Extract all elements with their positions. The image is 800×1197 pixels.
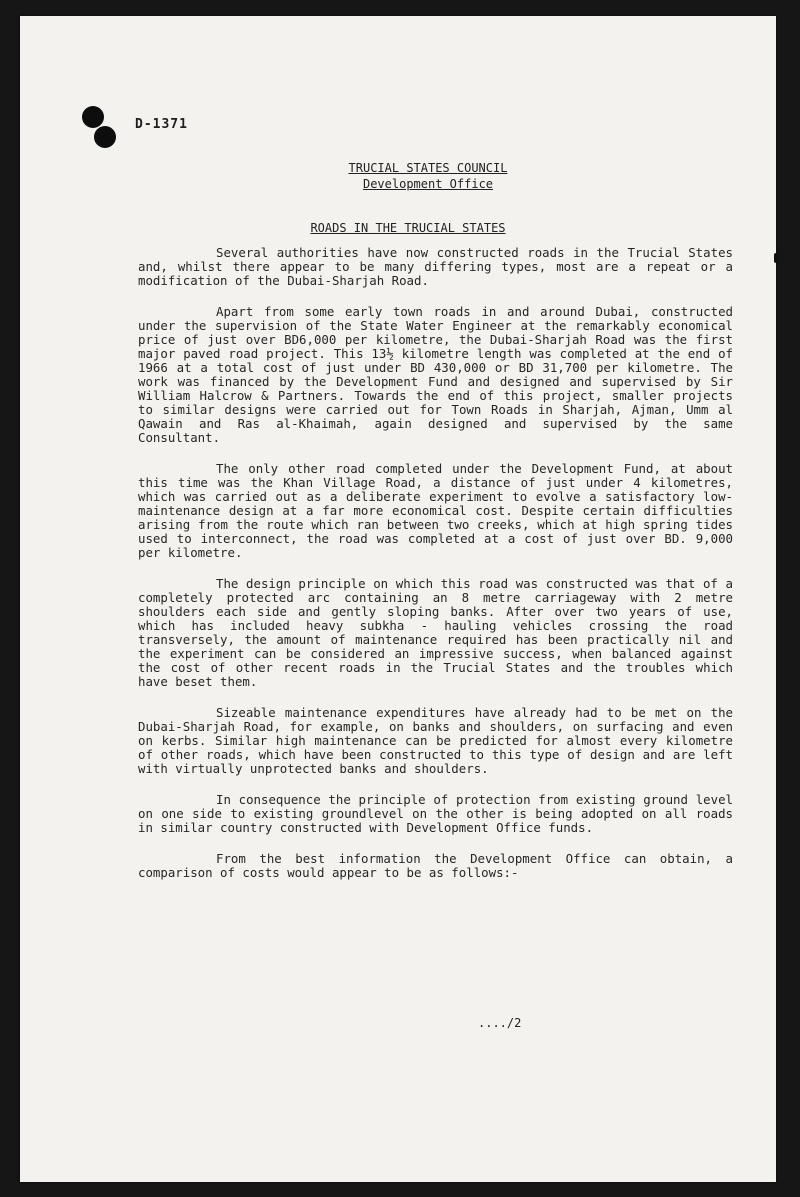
punch-hole <box>94 126 116 148</box>
page-continuation: ..../2 <box>478 1016 522 1030</box>
punch-hole <box>82 106 104 128</box>
document-reference: D-1371 <box>135 117 188 132</box>
document-body <box>138 246 733 897</box>
paragraph: From the best information the Development Office can obtain, a comparison of costs would appear to be as follows:- <box>138 851 733 880</box>
paragraph: In consequence the principle of protection from existing ground level on one side to existing groundlevel on the other is being adopted on all roads in similar country constructed with Development Office funds. <box>138 792 733 835</box>
paragraph: The only other road completed under the Development Fund, at about this time was the Khan Village Road, a distance of just under 4 kilometres, which was carried out as a deliberate experiment to evolve a satisfactory low-maintenance design at a far more economical cost. Despite certain difficulties arising from the route which ran between two creeks, which at high spring tides used to interconnect, the road was completed at a cost of just over BD. 9,000 per kilometre. <box>138 461 733 560</box>
office-name: Development Office <box>362 177 494 191</box>
paragraph: Sizeable maintenance expenditures have already had to be met on the Dubai-Sharjah Road, for example, on banks and shoulders, on surfacing and even on kerbs. Similar high maintenance can be predicted for almost every kilometre of other roads, which have been constructed to this type of design and are left with virtually unprotected banks and shoulders. <box>138 705 733 776</box>
office-heading <box>50 177 800 191</box>
paragraph: Apart from some early town roads in and around Dubai, constructed under the supervision of the State Water Engineer at the remarkably economical price of just over BD6,000 per kilometre, the Dubai-Sharjah Road was the first major paved road project. This 13½ kilometre length was completed at the end of 1966 at a total cost of just under BD 430,000 or BD 31,700 per kilometre. The work was financed by the Development Fund and designed and supervised by Sir William Halcrow & Partners. Towards the end of this project, smaller projects to similar designs were carried out for Town Roads in Sharjah, Ajman, Umm al Qawain and Ras al-Khaimah, again designed and supervised by the same Consultant. <box>138 304 733 445</box>
paragraph: The design principle on which this road was constructed was that of a completely protected arc containing an 8 metre carriageway with 2 metre shoulders each side and gently sloping banks. After over two years of use, which has included heavy subkha - hauling vehicles crossing the road transversely, the amount of maintenance required has been practically nil and the experiment can be considered an impressive success, when balanced against the cost of other recent roads in the Trucial States and the troubles which have beset them. <box>138 576 733 689</box>
title-text: ROADS IN THE TRUCIAL STATES <box>310 221 506 235</box>
paragraph: Several authorities have now constructed roads in the Trucial States and, whilst there appear to be many differing types, most are a repeat or a modification of the Dubai-Sharjah Road. <box>138 245 733 288</box>
council-heading <box>50 161 800 175</box>
document-title <box>30 221 786 235</box>
edge-mark <box>774 253 779 263</box>
document-page <box>20 16 776 1182</box>
council-name: TRUCIAL STATES COUNCIL <box>348 161 508 175</box>
